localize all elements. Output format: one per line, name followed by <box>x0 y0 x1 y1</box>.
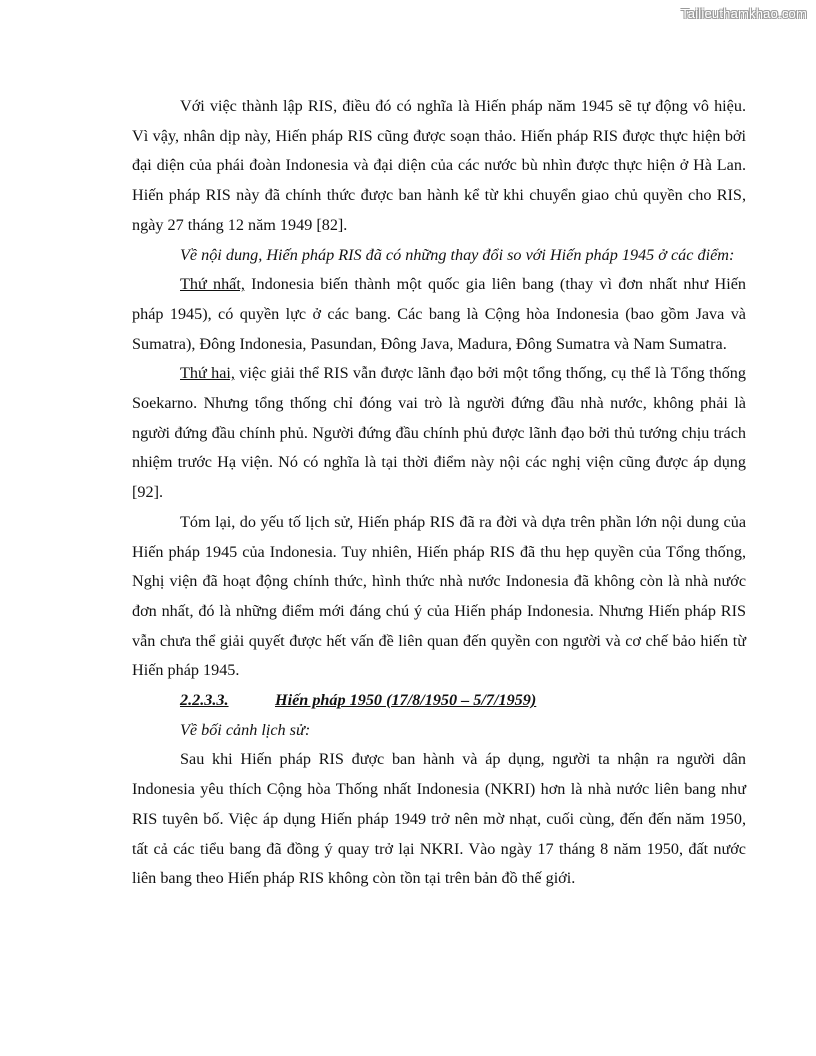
document-body <box>132 92 746 894</box>
paragraph-ris-establishment: Với việc thành lập RIS, điều đó có nghĩa là Hiến pháp năm 1945 sẽ tự động vô hiệu. Vì vậy, nhân dịp này, Hiến pháp RIS cũng được soạn thảo. Hiến pháp RIS được thực hiện bởi đại diện của phái đoàn Indonesia và đại diện của các nước bù nhìn được thực hiện ở Hà Lan. Hiến pháp RIS này đã chính thức được ban hành kể từ khi chuyển giao chủ quyền cho RIS, ngày 27 tháng 12 năm 1949 [82]. <box>132 97 746 234</box>
paragraph-first-point <box>132 270 746 359</box>
watermark-text: Tailieuthamkhao.com <box>681 6 807 21</box>
section-heading <box>132 686 746 716</box>
first-point-label: Thứ nhất, <box>180 275 245 294</box>
second-point-text: việc giải thể RIS vẫn được lãnh đạo bởi một tổng thống, cụ thể là Tổng thống Soekarno. Nhưng tổng thống chỉ đóng vai trò là người đứng đầu nhà nước, không phải là người đứng đầu chính phủ. Người đứng đầu chính phủ được lãnh đạo bởi thủ tướng chịu trách nhiệm trước Hạ viện. Nó có nghĩa là tại thời điểm này nội các nghị viện cũng được áp dụng [92]. <box>132 364 746 502</box>
section-number: 2.2.3.3. <box>180 691 229 710</box>
second-point-label: Thứ hai, <box>180 364 235 383</box>
paragraph-second-point <box>132 359 746 508</box>
paragraph-nkri: Sau khi Hiến pháp RIS được ban hành và áp dụng, người ta nhận ra người dân Indonesia yêu thích Cộng hòa Thống nhất Indonesia (NKRI) hơn là nhà nước liên bang như RIS tuyên bố. Việc áp dụng Hiến pháp 1949 trở nên mờ nhạt, cuối cùng, đến đến năm 1950, tất cả các tiểu bang đã đồng ý quay trở lại NKRI. Vào ngày 17 tháng 8 năm 1950, đất nước liên bang theo Hiến pháp RIS không còn tồn tại trên bản đồ thế giới. <box>132 750 746 888</box>
paragraph-content-intro: Về nội dung, Hiến pháp RIS đã có những thay đổi so với Hiến pháp 1945 ở các điểm: <box>180 245 735 264</box>
section-title: Hiến pháp 1950 (17/8/1950 – 5/7/1959) <box>275 691 537 710</box>
paragraph-historical-context: Về bối cảnh lịch sử: <box>180 720 311 739</box>
paragraph-summary: Tóm lại, do yếu tố lịch sử, Hiến pháp RIS đã ra đời và dựa trên phần lớn nội dung của Hiến pháp 1945 của Indonesia. Tuy nhiên, Hiến pháp RIS đã thu hẹp quyền của Tổng thống, Nghị viện đã hoạt động chính thức, hình thức nhà nước Indonesia đã không còn là nhà nước đơn nhất, đó là những điểm mới đáng chú ý của Hiến pháp Indonesia. Nhưng Hiến pháp RIS vẫn chưa thể giải quyết được hết vấn đề liên quan đến quyền con người và cơ chế bảo hiến từ Hiến pháp 1945. <box>132 512 746 680</box>
first-point-text: Indonesia biến thành một quốc gia liên bang (thay vì đơn nhất như Hiến pháp 1945), có quyền lực ở các bang. Các bang là Cộng hòa Indonesia (bao gồm Java và Sumatra), Đông Indonesia, Pasundan, Đông Java, Madura, Đông Sumatra và Nam Sumatra. <box>132 275 746 353</box>
